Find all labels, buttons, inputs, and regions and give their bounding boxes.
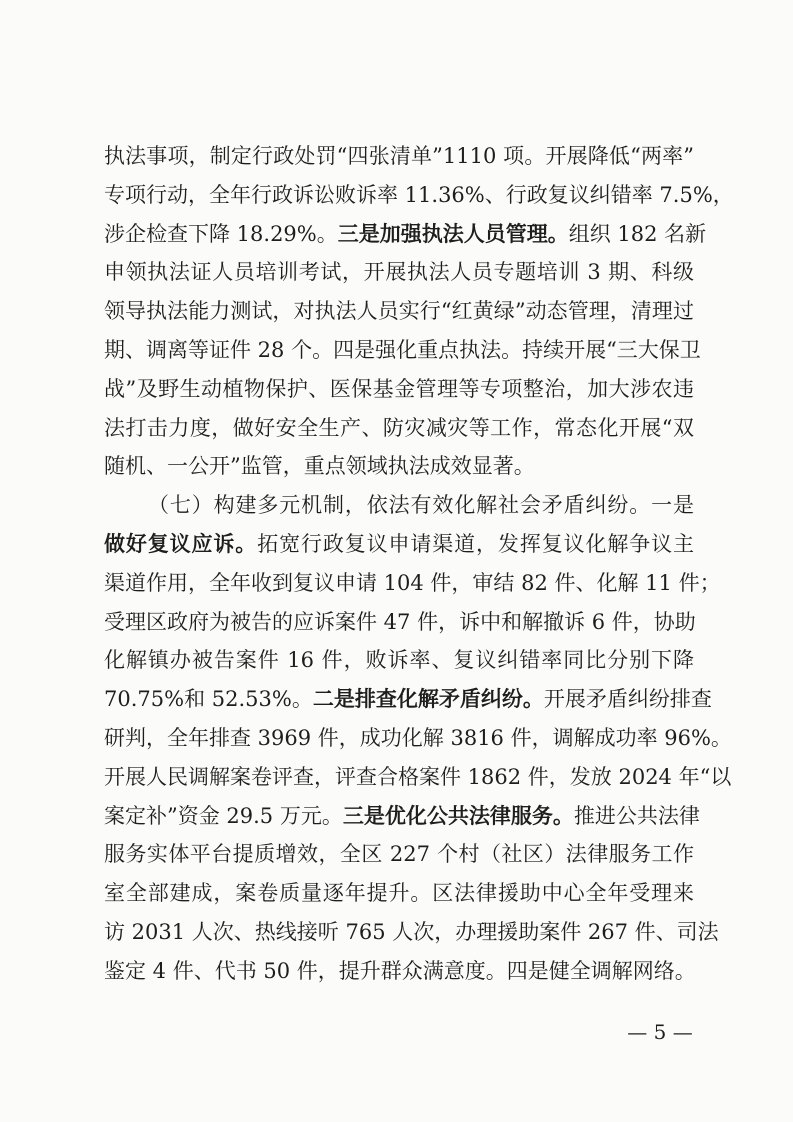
- text-segment: 开展矛盾纠纷排查: [543, 687, 712, 712]
- text-line: [104, 642, 694, 678]
- text-line: [104, 448, 694, 484]
- text-segment: 鉴定 4 件、代书 50 件，提升群众满意度。四是健全调解网络。: [104, 958, 696, 983]
- text-segment: 渠道作用，全年收到复议申请 104 件，审结 82 件、化解 11 件；: [104, 570, 721, 595]
- text-line: [104, 798, 700, 834]
- bold-phrase: 三是加强执法人员管理。: [337, 220, 569, 246]
- text-line: [104, 293, 694, 329]
- text-line: [104, 526, 694, 562]
- text-segment: 访 2031 人次、热线接听 765 人次，办理援助案件 267 件、司法: [104, 920, 719, 944]
- text-segment: 执法事项，制定行政处罚“四张清单”1110 项。开展降低“两率”: [104, 144, 694, 168]
- text-segment: 70.75%和 52.53%。: [104, 687, 313, 712]
- text-segment: 案定补”资金 29.5 万元。: [104, 803, 343, 828]
- text-segment: 组织 182 名新: [568, 221, 707, 246]
- bold-phrase: 三是优化公共法律服务。: [342, 802, 574, 828]
- text-segment: 化解镇办被告案件 16 件，败诉率、复议纠错率同比分别下降: [104, 648, 694, 673]
- text-segment: 领导执法能力测试，对执法人员实行“红黄绿”动态管理，清理过: [104, 299, 694, 324]
- text-line: [104, 875, 694, 911]
- text-line: [104, 604, 694, 640]
- text-segment: 期、调离等证件 28 个。四是强化重点执法。持续开展“三大保卫: [104, 338, 701, 362]
- text-line: [104, 759, 732, 795]
- text-segment: 专项行动，全年行政诉讼败诉率 11.36%、行政复议纠错率 7.5%，: [104, 182, 734, 207]
- text-line: [104, 720, 732, 756]
- text-segment: 随机、一公开”监管，重点领域执法成效显著。: [104, 454, 535, 479]
- text-segment: 研判，全年排查 3969 件，成功化解 3816 件，调解成功率 96%。: [104, 726, 732, 750]
- text-segment: 申领执法证人员培训考试，开展执法人员专题培训 3 期、科级: [104, 260, 694, 285]
- text-line: [104, 836, 694, 872]
- text-segment: 受理区政府为被告的应诉案件 47 件，诉中和解撤诉 6 件，协助: [104, 609, 696, 634]
- text-segment: 战”及野生动植物保护、医保基金管理等专项整治，加大涉农违: [104, 376, 694, 401]
- text-line: [104, 953, 694, 989]
- bold-phrase: 做好复议应诉。: [104, 531, 258, 556]
- text-segment: 法打击力度，做好安全生产、防灾减灾等工作，常态化开展“双: [104, 415, 694, 440]
- text-line: [104, 138, 694, 174]
- text-line: [104, 216, 707, 252]
- text-line: [104, 681, 712, 717]
- text-line: [148, 487, 694, 523]
- page-number: — 5 —: [627, 1020, 693, 1044]
- text-line: [104, 177, 734, 213]
- text-line: [104, 410, 694, 446]
- text-segment: 拓宽行政复议申请渠道，发挥复议化解争议主: [257, 532, 695, 556]
- text-segment: 涉企检查下降 18.29%。: [104, 221, 338, 246]
- bold-phrase: 二是排查化解矛盾纠纷。: [312, 686, 544, 712]
- text-segment: 开展人民调解案卷评查，评查合格案件 1862 件，发放 2024 年“以: [104, 764, 732, 789]
- text-segment: （七）构建多元机制，依法有效化解社会矛盾纠纷。一是: [148, 493, 694, 518]
- text-segment: 服务实体平台提质增效，全区 227 个村（社区）法律服务工作: [104, 842, 694, 867]
- text-segment: 室全部建成，案卷质量逐年提升。区法律援助中心全年受理来: [104, 881, 694, 906]
- text-line: [104, 565, 721, 601]
- text-segment: 推进公共法律: [573, 803, 700, 828]
- text-line: [104, 371, 694, 407]
- text-line: [104, 914, 719, 950]
- text-line: [104, 332, 701, 368]
- text-line: [104, 254, 694, 290]
